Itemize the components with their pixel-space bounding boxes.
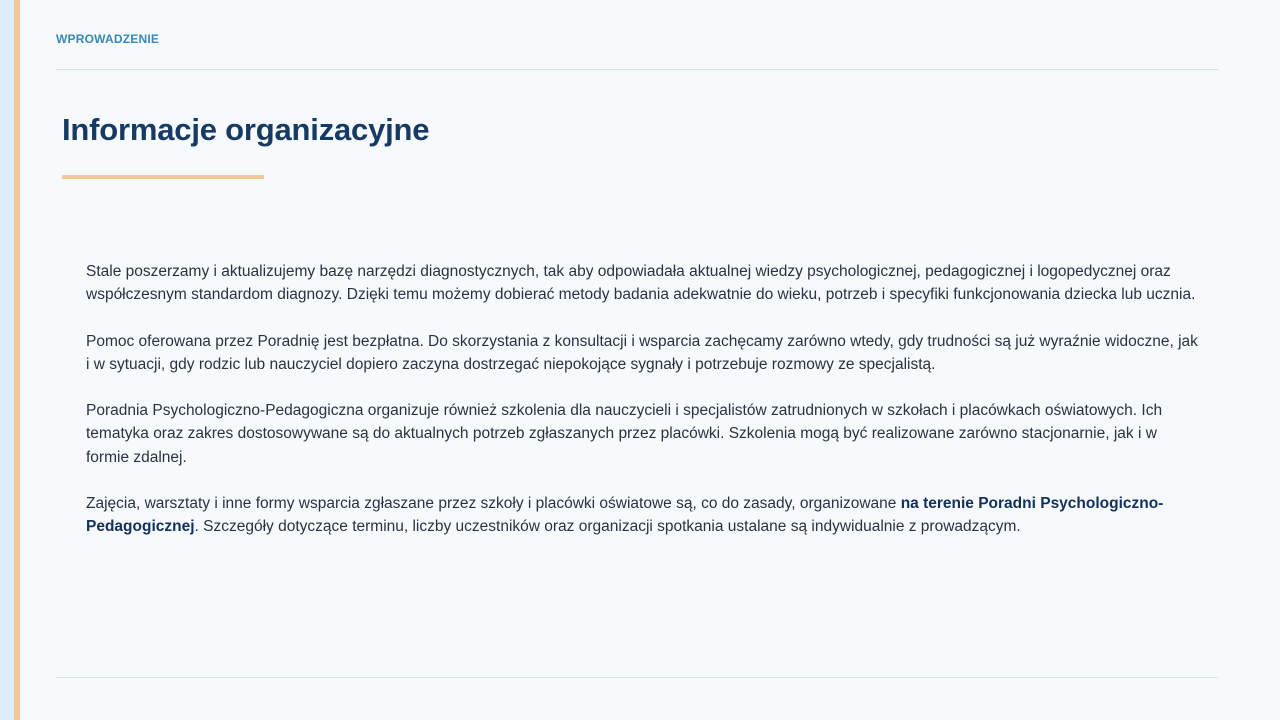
left-accent-stripe <box>14 0 20 720</box>
title-underline <box>62 175 264 179</box>
paragraph-diagnostic-tools: Stale poszerzamy i aktualizujemy bazę narzędzi diagnostycznych, tak aby odpowiadała aktualnej wiedzy psychologicznej, pedagogicznej i logopedycznej oraz współczesnym standardom diagnozy. Dzięki temu możemy dobierać metody badania adekwatnie do wieku, potrzeb i specyfiki funkcjonowania dziecka lub ucznia. <box>86 263 1196 304</box>
paragraph-location-details: . Szczegóły dotyczące terminu, liczby uczestników oraz organizacji spotkania ustalane są indywidualnie z prowadzącym. <box>194 518 1021 536</box>
paragraph-trainings: Poradnia Psychologiczno-Pedagogiczna organizuje również szkolenia dla nauczycieli i specjalistów zatrudnionych w szkołach i placówkach oświatowych. Ich tematyka oraz zakres dostosowywane są do aktualnych potrzeb zgłaszanych przez placówki. Szkolenia mogą być realizowane zarówno stacjonarnie, jak i w formie zdalnej. <box>86 402 1163 466</box>
content-body <box>86 260 1201 562</box>
header-divider <box>56 69 1218 70</box>
left-side-band <box>0 0 14 720</box>
paragraph-location <box>86 492 1201 538</box>
page-title: Informacje organizacyjne <box>62 112 430 147</box>
section-label: WPROWADZENIE <box>56 32 160 46</box>
paragraph-location-emphasis: na terenie Poradni Psychologiczno-Pedagogicznej <box>86 494 1164 536</box>
footer-divider <box>56 677 1218 678</box>
paragraph-free-help: Pomoc oferowana przez Poradnię jest bezpłatna. Do skorzystania z konsultacji i wsparcia zachęcamy zarówno wtedy, gdy trudności są już wyraźnie widoczne, jak i w sytuacji, gdy rodzic lub nauczyciel dopiero zaczyna dostrzegać niepokojące sygnały i potrzebuje rozmowy ze specjalistą. <box>86 332 1198 373</box>
paragraph-location-intro: Zajęcia, warsztaty i inne formy wsparcia zgłaszane przez szkoły i placówki oświatowe są, co do zasady, organizowane <box>86 494 901 512</box>
